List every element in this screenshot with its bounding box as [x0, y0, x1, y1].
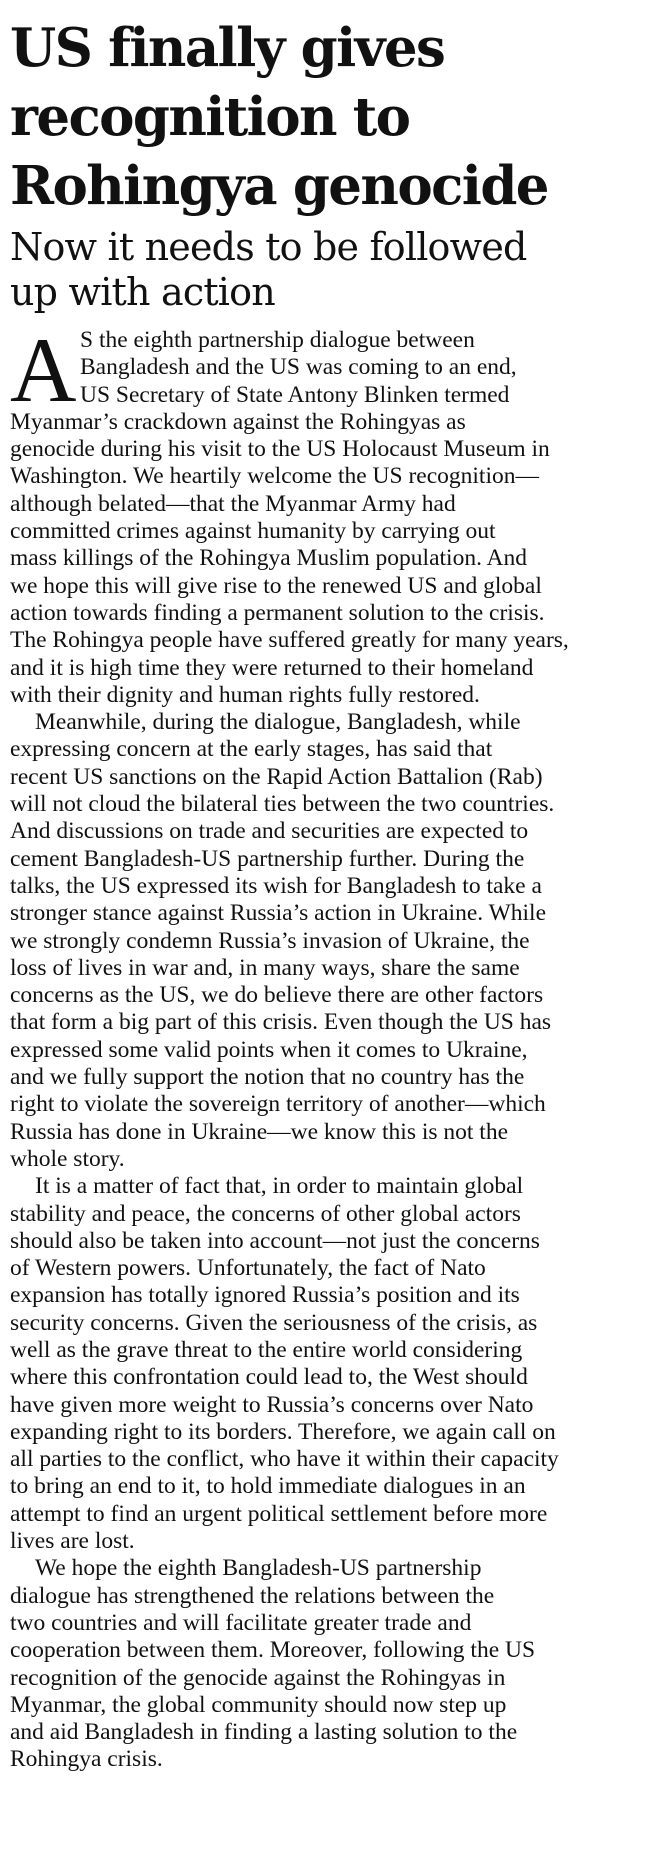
text-line: loss of lives in war and, in many ways, share the same: [10, 954, 520, 981]
subheadline-line: up with action: [10, 270, 275, 314]
text-line: to bring an end to it, to hold immediate dialogues in an: [10, 1473, 526, 1500]
text-line: two countries and will facilitate greater trade and: [10, 1609, 472, 1636]
text-line: Russia has done in Ukraine—we know this is not the: [10, 1118, 509, 1145]
subheadline: [10, 225, 639, 315]
text-line: where this confrontation could lead to, the West should: [10, 1364, 528, 1391]
text-line: recent US sanctions on the Rapid Action Battalion (Rab): [10, 763, 543, 790]
text-line: and it is high time they were returned to their homeland: [10, 654, 534, 681]
text-line: and we fully support the notion that no country has the: [10, 1064, 525, 1091]
paragraph-1: [10, 319, 639, 709]
text-line: expansion has totally ignored Russia’s position and its: [10, 1282, 520, 1309]
text-line: all parties to the conflict, who have it within their capacity: [10, 1446, 559, 1473]
text-line: committed crimes against humanity by carrying out: [10, 518, 496, 545]
text-line: genocide during his visit to the US Holocaust Museum in: [10, 436, 550, 463]
text-line: stronger stance against Russia’s action in Ukraine. While: [10, 900, 547, 927]
text-line: talks, the US expressed its wish for Bangladesh to take a: [10, 872, 542, 899]
text-line: We hope the eighth Bangladesh-US partnership: [35, 1555, 482, 1582]
paragraph-2: [10, 709, 639, 1173]
drop-cap: A: [10, 319, 77, 421]
text-line: we strongly condemn Russia’s invasion of Ukraine, the: [10, 927, 530, 954]
text-line: security concerns. Given the seriousness of the crisis, as: [10, 1309, 538, 1336]
headline-line: recognition to: [10, 86, 410, 148]
text-line: US Secretary of State Antony Blinken termed: [80, 381, 510, 408]
text-line: although belated—that the Myanmar Army had: [10, 490, 456, 517]
subheadline-line: Now it needs to be followed: [10, 225, 527, 269]
text-line: recognition of the genocide against the Rohingyas in: [10, 1664, 506, 1691]
text-line: Bangladesh and the US was coming to an end,: [80, 354, 517, 381]
text-line: It is a matter of fact that, in order to maintain global: [35, 1173, 524, 1200]
text-line: expressing concern at the early stages, has said that: [10, 736, 493, 763]
headline-line: US finally gives: [10, 17, 445, 79]
text-line: dialogue has strengthened the relations between the: [10, 1582, 495, 1609]
text-line: And discussions on trade and securities are expected to: [10, 818, 529, 845]
text-line: mass killings of the Rohingya Muslim population. And: [10, 545, 527, 572]
paragraph-3: [10, 1173, 639, 1555]
text-line: Myanmar, the global community should now step up: [10, 1691, 507, 1718]
text-line: Rohingya crisis.: [10, 1746, 163, 1773]
text-line: expressed some valid points when it comes to Ukraine,: [10, 1036, 528, 1063]
article-body: [10, 319, 639, 1774]
text-line: Myanmar’s crackdown against the Rohingyas as: [10, 408, 466, 435]
text-line: should also be taken into account—not just the concerns: [10, 1227, 540, 1254]
text-line: lives are lost.: [10, 1528, 135, 1555]
text-line: will not cloud the bilateral ties between the two countries.: [10, 791, 555, 818]
text-line: concerns as the US, we do believe there are other factors: [10, 982, 544, 1009]
text-line: well as the grave threat to the entire world considering: [10, 1336, 523, 1363]
text-line: with their dignity and human rights fully restored.: [10, 681, 480, 708]
text-line: action towards finding a permanent solution to the crisis.: [10, 599, 545, 626]
text-line: Meanwhile, during the dialogue, Bangladesh, while: [35, 709, 521, 736]
text-line: of Western powers. Unfortunately, the fact of Nato: [10, 1255, 486, 1282]
text-line: that form a big part of this crisis. Even though the US has: [10, 1009, 552, 1036]
headline-line: Rohingya genocide: [10, 155, 548, 217]
paragraph-4: [10, 1555, 639, 1773]
text-line: Washington. We heartily welcome the US recognition—: [10, 463, 539, 490]
text-line: cooperation between them. Moreover, following the US: [10, 1637, 536, 1664]
text-line: The Rohingya people have suffered greatly for many years,: [10, 627, 569, 654]
headline: [10, 14, 639, 221]
text-line: stability and peace, the concerns of other global actors: [10, 1200, 521, 1227]
text-line: attempt to find an urgent political settlement before more: [10, 1500, 548, 1527]
text-line: we hope this will give rise to the renewed US and global: [10, 572, 542, 599]
text-line: and aid Bangladesh in finding a lasting solution to the: [10, 1719, 518, 1746]
text-line: whole story.: [10, 1145, 125, 1172]
text-line: cement Bangladesh-US partnership further. During the: [10, 845, 525, 872]
editorial-article: [10, 14, 639, 1774]
text-line: right to violate the sovereign territory of another—which: [10, 1091, 546, 1118]
text-line: expanding right to its borders. Therefore, we again call on: [10, 1418, 556, 1445]
text-line: have given more weight to Russia’s concerns over Nato: [10, 1391, 534, 1418]
text-line: S the eighth partnership dialogue between: [80, 327, 475, 353]
